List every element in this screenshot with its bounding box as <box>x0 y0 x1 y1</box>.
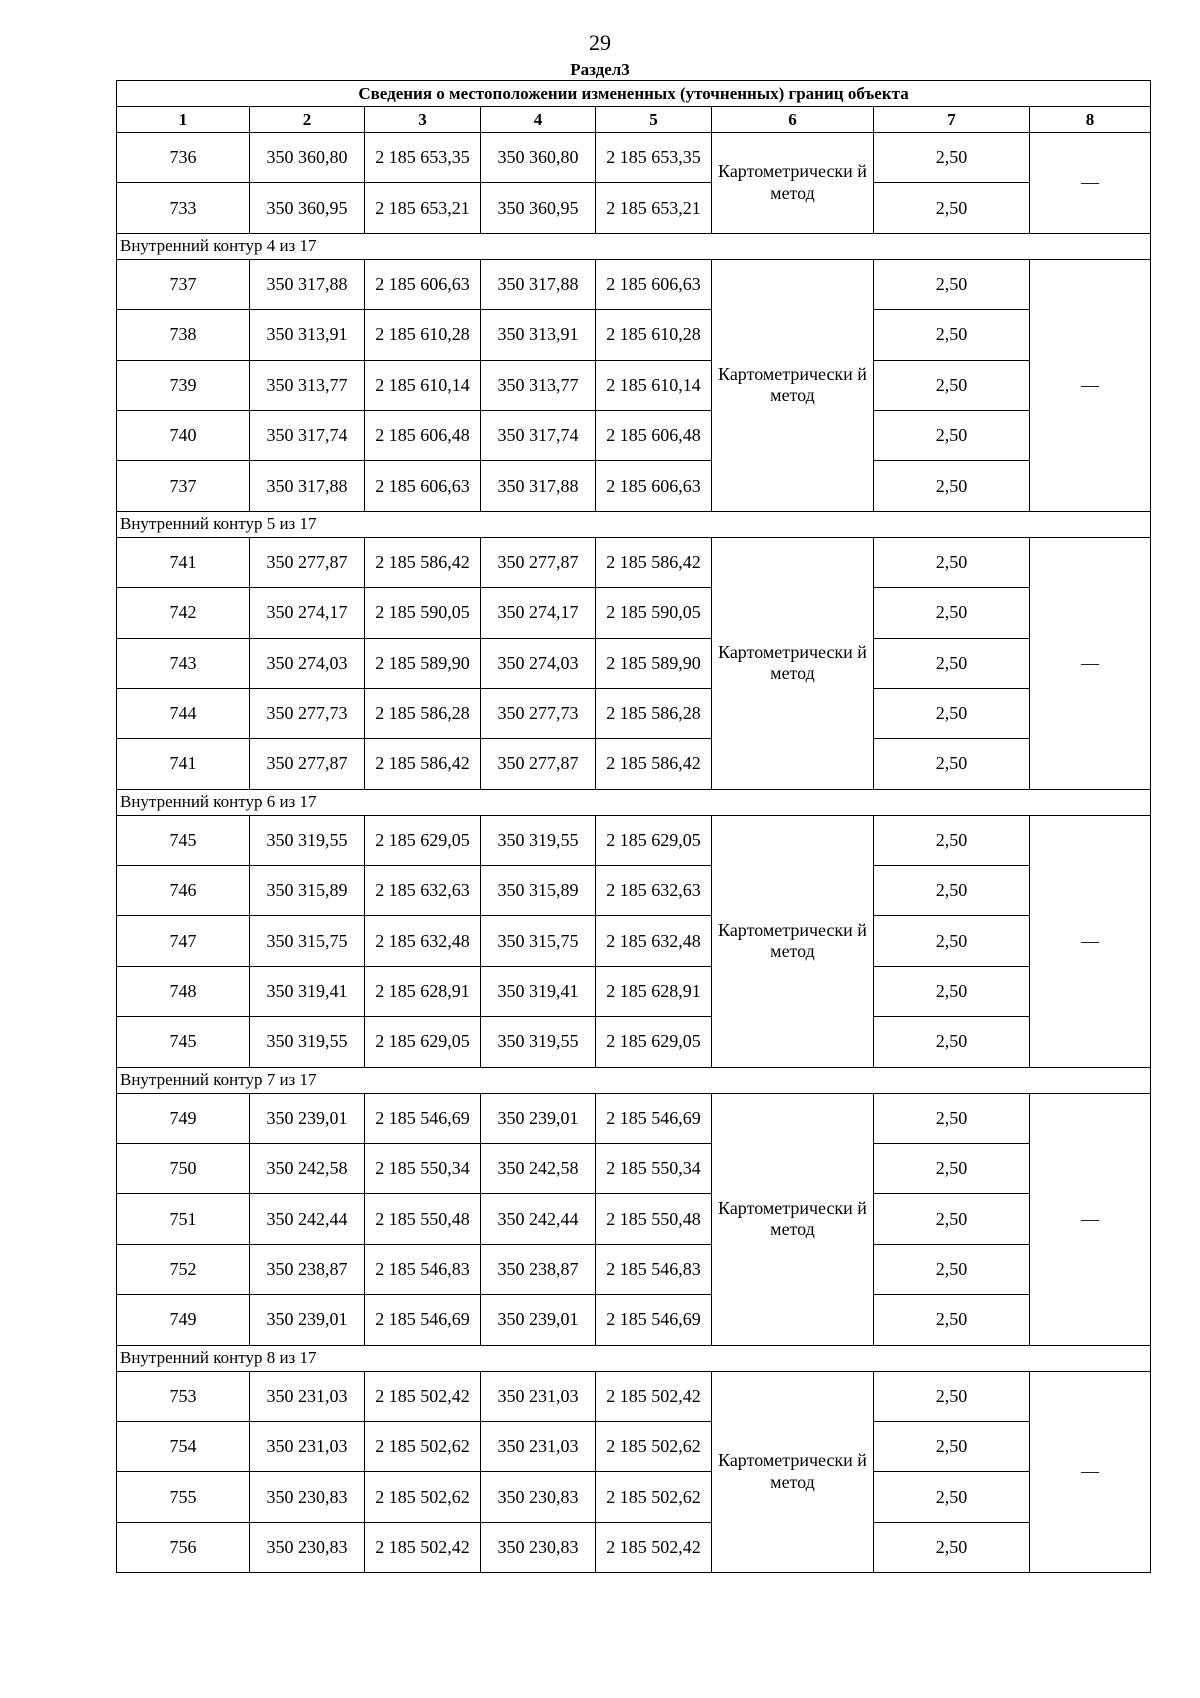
x-coordinate-refined-cell: 350 360,80 <box>481 133 596 183</box>
y-coordinate-refined-cell: 2 185 546,83 <box>596 1244 712 1294</box>
table-row <box>117 133 1151 183</box>
y-coordinate-cell: 2 185 629,05 <box>365 815 481 865</box>
y-coordinate-cell: 2 185 589,90 <box>365 638 481 688</box>
y-coordinate-cell: 2 185 610,28 <box>365 310 481 360</box>
y-coordinate-cell: 2 185 628,91 <box>365 966 481 1016</box>
y-coordinate-refined-cell: 2 185 628,91 <box>596 966 712 1016</box>
accuracy-cell: 2,50 <box>874 1017 1030 1067</box>
x-coordinate-cell: 350 315,89 <box>250 866 365 916</box>
y-coordinate-refined-cell: 2 185 632,63 <box>596 866 712 916</box>
point-number-cell: 733 <box>117 183 250 233</box>
point-number-cell: 748 <box>117 966 250 1016</box>
x-coordinate-refined-cell: 350 317,88 <box>481 259 596 309</box>
x-coordinate-cell: 350 239,01 <box>250 1093 365 1143</box>
x-coordinate-cell: 350 317,74 <box>250 410 365 460</box>
point-number-cell: 741 <box>117 537 250 587</box>
y-coordinate-cell: 2 185 502,42 <box>365 1522 481 1572</box>
column-number-2: 2 <box>250 107 365 133</box>
x-coordinate-cell: 350 360,80 <box>250 133 365 183</box>
x-coordinate-refined-cell: 350 239,01 <box>481 1093 596 1143</box>
table-row <box>117 1421 1151 1471</box>
contour-label: Внутренний контур 6 из 17 <box>117 789 1151 815</box>
y-coordinate-refined-cell: 2 185 546,69 <box>596 1295 712 1345</box>
x-coordinate-cell: 350 230,83 <box>250 1472 365 1522</box>
point-number-cell: 739 <box>117 360 250 410</box>
x-coordinate-refined-cell: 350 230,83 <box>481 1522 596 1572</box>
accuracy-cell: 2,50 <box>874 966 1030 1016</box>
point-number-cell: 744 <box>117 688 250 738</box>
column-number-3: 3 <box>365 107 481 133</box>
contour-label-row <box>117 789 1151 815</box>
y-coordinate-cell: 2 185 632,48 <box>365 916 481 966</box>
x-coordinate-cell: 350 360,95 <box>250 183 365 233</box>
y-coordinate-refined-cell: 2 185 546,69 <box>596 1093 712 1143</box>
note-cell: — <box>1030 133 1151 234</box>
point-number-cell: 749 <box>117 1093 250 1143</box>
table-row <box>117 1017 1151 1067</box>
note-cell: — <box>1030 815 1151 1067</box>
x-coordinate-refined-cell: 350 319,55 <box>481 1017 596 1067</box>
x-coordinate-cell: 350 313,91 <box>250 310 365 360</box>
y-coordinate-refined-cell: 2 185 606,63 <box>596 461 712 511</box>
x-coordinate-refined-cell: 350 317,88 <box>481 461 596 511</box>
table-row <box>117 916 1151 966</box>
y-coordinate-refined-cell: 2 185 586,28 <box>596 688 712 738</box>
point-number-cell: 737 <box>117 259 250 309</box>
x-coordinate-cell: 350 315,75 <box>250 916 365 966</box>
table-row <box>117 1522 1151 1572</box>
x-coordinate-cell: 350 231,03 <box>250 1421 365 1471</box>
column-number-4: 4 <box>481 107 596 133</box>
column-number-1: 1 <box>117 107 250 133</box>
column-number-7: 7 <box>874 107 1030 133</box>
x-coordinate-refined-cell: 350 277,87 <box>481 739 596 789</box>
x-coordinate-refined-cell: 350 313,91 <box>481 310 596 360</box>
y-coordinate-cell: 2 185 653,35 <box>365 133 481 183</box>
accuracy-cell: 2,50 <box>874 739 1030 789</box>
y-coordinate-cell: 2 185 629,05 <box>365 1017 481 1067</box>
y-coordinate-cell: 2 185 502,42 <box>365 1371 481 1421</box>
y-coordinate-refined-cell: 2 185 502,62 <box>596 1472 712 1522</box>
contour-label-row <box>117 511 1151 537</box>
point-number-cell: 747 <box>117 916 250 966</box>
x-coordinate-refined-cell: 350 242,58 <box>481 1144 596 1194</box>
x-coordinate-cell: 350 231,03 <box>250 1371 365 1421</box>
contour-label: Внутренний контур 7 из 17 <box>117 1067 1151 1093</box>
point-number-cell: 740 <box>117 410 250 460</box>
note-cell: — <box>1030 1093 1151 1345</box>
contour-label-row <box>117 1067 1151 1093</box>
y-coordinate-refined-cell: 2 185 589,90 <box>596 638 712 688</box>
x-coordinate-refined-cell: 350 360,95 <box>481 183 596 233</box>
note-cell: — <box>1030 259 1151 511</box>
x-coordinate-refined-cell: 350 315,89 <box>481 866 596 916</box>
y-coordinate-cell: 2 185 586,42 <box>365 739 481 789</box>
accuracy-cell: 2,50 <box>874 1093 1030 1143</box>
table-row <box>117 537 1151 587</box>
y-coordinate-refined-cell: 2 185 606,48 <box>596 410 712 460</box>
accuracy-cell: 2,50 <box>874 1194 1030 1244</box>
y-coordinate-refined-cell: 2 185 502,42 <box>596 1371 712 1421</box>
table-row <box>117 461 1151 511</box>
x-coordinate-refined-cell: 350 313,77 <box>481 360 596 410</box>
x-coordinate-refined-cell: 350 315,75 <box>481 916 596 966</box>
y-coordinate-cell: 2 185 502,62 <box>365 1421 481 1471</box>
x-coordinate-refined-cell: 350 277,87 <box>481 537 596 587</box>
table-row <box>117 1371 1151 1421</box>
y-coordinate-refined-cell: 2 185 653,35 <box>596 133 712 183</box>
y-coordinate-cell: 2 185 610,14 <box>365 360 481 410</box>
point-number-cell: 736 <box>117 133 250 183</box>
y-coordinate-refined-cell: 2 185 610,28 <box>596 310 712 360</box>
contour-label: Внутренний контур 4 из 17 <box>117 233 1151 259</box>
point-number-cell: 754 <box>117 1421 250 1471</box>
y-coordinate-refined-cell: 2 185 502,62 <box>596 1421 712 1471</box>
y-coordinate-cell: 2 185 546,69 <box>365 1295 481 1345</box>
y-coordinate-cell: 2 185 550,34 <box>365 1144 481 1194</box>
point-number-cell: 753 <box>117 1371 250 1421</box>
point-number-cell: 749 <box>117 1295 250 1345</box>
table-row <box>117 966 1151 1016</box>
table-row <box>117 310 1151 360</box>
accuracy-cell: 2,50 <box>874 916 1030 966</box>
x-coordinate-refined-cell: 350 231,03 <box>481 1421 596 1471</box>
section-title: Раздел3 <box>570 60 630 79</box>
note-cell: — <box>1030 1371 1151 1573</box>
accuracy-cell: 2,50 <box>874 183 1030 233</box>
accuracy-cell: 2,50 <box>874 360 1030 410</box>
x-coordinate-cell: 350 319,55 <box>250 815 365 865</box>
y-coordinate-cell: 2 185 586,28 <box>365 688 481 738</box>
x-coordinate-cell: 350 319,55 <box>250 1017 365 1067</box>
column-number-6: 6 <box>712 107 874 133</box>
table-row <box>117 638 1151 688</box>
accuracy-cell: 2,50 <box>874 1472 1030 1522</box>
point-number-cell: 743 <box>117 638 250 688</box>
y-coordinate-refined-cell: 2 185 629,05 <box>596 815 712 865</box>
y-coordinate-refined-cell: 2 185 586,42 <box>596 537 712 587</box>
x-coordinate-refined-cell: 350 230,83 <box>481 1472 596 1522</box>
point-number-cell: 738 <box>117 310 250 360</box>
table-row <box>117 866 1151 916</box>
accuracy-cell: 2,50 <box>874 688 1030 738</box>
contour-label-row <box>117 233 1151 259</box>
x-coordinate-cell: 350 313,77 <box>250 360 365 410</box>
point-number-cell: 737 <box>117 461 250 511</box>
table-row <box>117 1295 1151 1345</box>
table-row <box>117 588 1151 638</box>
point-number-cell: 746 <box>117 866 250 916</box>
x-coordinate-refined-cell: 350 231,03 <box>481 1371 596 1421</box>
accuracy-cell: 2,50 <box>874 1421 1030 1471</box>
y-coordinate-cell: 2 185 502,62 <box>365 1472 481 1522</box>
column-number-5: 5 <box>596 107 712 133</box>
y-coordinate-refined-cell: 2 185 550,48 <box>596 1194 712 1244</box>
x-coordinate-refined-cell: 350 317,74 <box>481 410 596 460</box>
x-coordinate-cell: 350 242,58 <box>250 1144 365 1194</box>
x-coordinate-cell: 350 277,73 <box>250 688 365 738</box>
note-cell: — <box>1030 537 1151 789</box>
accuracy-cell: 2,50 <box>874 866 1030 916</box>
table-row <box>117 183 1151 233</box>
accuracy-cell: 2,50 <box>874 259 1030 309</box>
method-cell: Картометрически й метод <box>712 537 874 789</box>
y-coordinate-refined-cell: 2 185 550,34 <box>596 1144 712 1194</box>
column-number-row <box>117 107 1151 133</box>
x-coordinate-refined-cell: 350 319,41 <box>481 966 596 1016</box>
accuracy-cell: 2,50 <box>874 461 1030 511</box>
x-coordinate-cell: 350 238,87 <box>250 1244 365 1294</box>
table-row <box>117 688 1151 738</box>
y-coordinate-cell: 2 185 606,48 <box>365 410 481 460</box>
accuracy-cell: 2,50 <box>874 1144 1030 1194</box>
x-coordinate-cell: 350 319,41 <box>250 966 365 1016</box>
point-number-cell: 752 <box>117 1244 250 1294</box>
y-coordinate-cell: 2 185 606,63 <box>365 259 481 309</box>
y-coordinate-cell: 2 185 653,21 <box>365 183 481 233</box>
method-cell: Картометрически й метод <box>712 1093 874 1345</box>
x-coordinate-cell: 350 239,01 <box>250 1295 365 1345</box>
point-number-cell: 741 <box>117 739 250 789</box>
accuracy-cell: 2,50 <box>874 815 1030 865</box>
table-heading: Сведения о местоположении измененных (уточненных) границ объекта <box>117 81 1151 107</box>
accuracy-cell: 2,50 <box>874 310 1030 360</box>
table-row <box>117 1093 1151 1143</box>
x-coordinate-refined-cell: 350 274,17 <box>481 588 596 638</box>
accuracy-cell: 2,50 <box>874 1295 1030 1345</box>
accuracy-cell: 2,50 <box>874 638 1030 688</box>
contour-label: Внутренний контур 8 из 17 <box>117 1345 1151 1371</box>
accuracy-cell: 2,50 <box>874 1244 1030 1294</box>
y-coordinate-refined-cell: 2 185 610,14 <box>596 360 712 410</box>
table-row <box>117 1244 1151 1294</box>
table-row <box>117 815 1151 865</box>
x-coordinate-refined-cell: 350 239,01 <box>481 1295 596 1345</box>
y-coordinate-cell: 2 185 546,83 <box>365 1244 481 1294</box>
table-row <box>117 410 1151 460</box>
accuracy-cell: 2,50 <box>874 133 1030 183</box>
point-number-cell: 745 <box>117 815 250 865</box>
accuracy-cell: 2,50 <box>874 410 1030 460</box>
point-number-cell: 751 <box>117 1194 250 1244</box>
table-row <box>117 1472 1151 1522</box>
x-coordinate-cell: 350 317,88 <box>250 259 365 309</box>
x-coordinate-refined-cell: 350 319,55 <box>481 815 596 865</box>
method-cell: Картометрически й метод <box>712 259 874 511</box>
x-coordinate-cell: 350 277,87 <box>250 739 365 789</box>
y-coordinate-cell: 2 185 606,63 <box>365 461 481 511</box>
accuracy-cell: 2,50 <box>874 537 1030 587</box>
x-coordinate-cell: 350 230,83 <box>250 1522 365 1572</box>
contour-label-row <box>117 1345 1151 1371</box>
y-coordinate-refined-cell: 2 185 629,05 <box>596 1017 712 1067</box>
x-coordinate-cell: 350 277,87 <box>250 537 365 587</box>
y-coordinate-refined-cell: 2 185 586,42 <box>596 739 712 789</box>
table-body <box>117 133 1151 1573</box>
accuracy-cell: 2,50 <box>874 1522 1030 1572</box>
point-number-cell: 756 <box>117 1522 250 1572</box>
y-coordinate-cell: 2 185 586,42 <box>365 537 481 587</box>
x-coordinate-refined-cell: 350 277,73 <box>481 688 596 738</box>
x-coordinate-refined-cell: 350 238,87 <box>481 1244 596 1294</box>
method-cell: Картометрически й метод <box>712 133 874 234</box>
table-row <box>117 1144 1151 1194</box>
method-cell: Картометрически й метод <box>712 1371 874 1573</box>
point-number-cell: 742 <box>117 588 250 638</box>
y-coordinate-refined-cell: 2 185 632,48 <box>596 916 712 966</box>
point-number-cell: 745 <box>117 1017 250 1067</box>
x-coordinate-cell: 350 274,03 <box>250 638 365 688</box>
x-coordinate-cell: 350 274,17 <box>250 588 365 638</box>
y-coordinate-cell: 2 185 550,48 <box>365 1194 481 1244</box>
y-coordinate-refined-cell: 2 185 590,05 <box>596 588 712 638</box>
x-coordinate-refined-cell: 350 274,03 <box>481 638 596 688</box>
point-number-cell: 750 <box>117 1144 250 1194</box>
table-row <box>117 360 1151 410</box>
y-coordinate-cell: 2 185 590,05 <box>365 588 481 638</box>
y-coordinate-refined-cell: 2 185 653,21 <box>596 183 712 233</box>
table-row <box>117 1194 1151 1244</box>
method-cell: Картометрически й метод <box>712 815 874 1067</box>
x-coordinate-cell: 350 317,88 <box>250 461 365 511</box>
y-coordinate-cell: 2 185 632,63 <box>365 866 481 916</box>
y-coordinate-refined-cell: 2 185 606,63 <box>596 259 712 309</box>
table-row <box>117 259 1151 309</box>
page-number: 29 <box>589 30 611 55</box>
y-coordinate-cell: 2 185 546,69 <box>365 1093 481 1143</box>
point-number-cell: 755 <box>117 1472 250 1522</box>
accuracy-cell: 2,50 <box>874 588 1030 638</box>
accuracy-cell: 2,50 <box>874 1371 1030 1421</box>
y-coordinate-refined-cell: 2 185 502,42 <box>596 1522 712 1572</box>
x-coordinate-refined-cell: 350 242,44 <box>481 1194 596 1244</box>
column-number-8: 8 <box>1030 107 1151 133</box>
boundary-coordinates-table <box>116 80 1151 1573</box>
table-row <box>117 739 1151 789</box>
contour-label: Внутренний контур 5 из 17 <box>117 511 1151 537</box>
x-coordinate-cell: 350 242,44 <box>250 1194 365 1244</box>
